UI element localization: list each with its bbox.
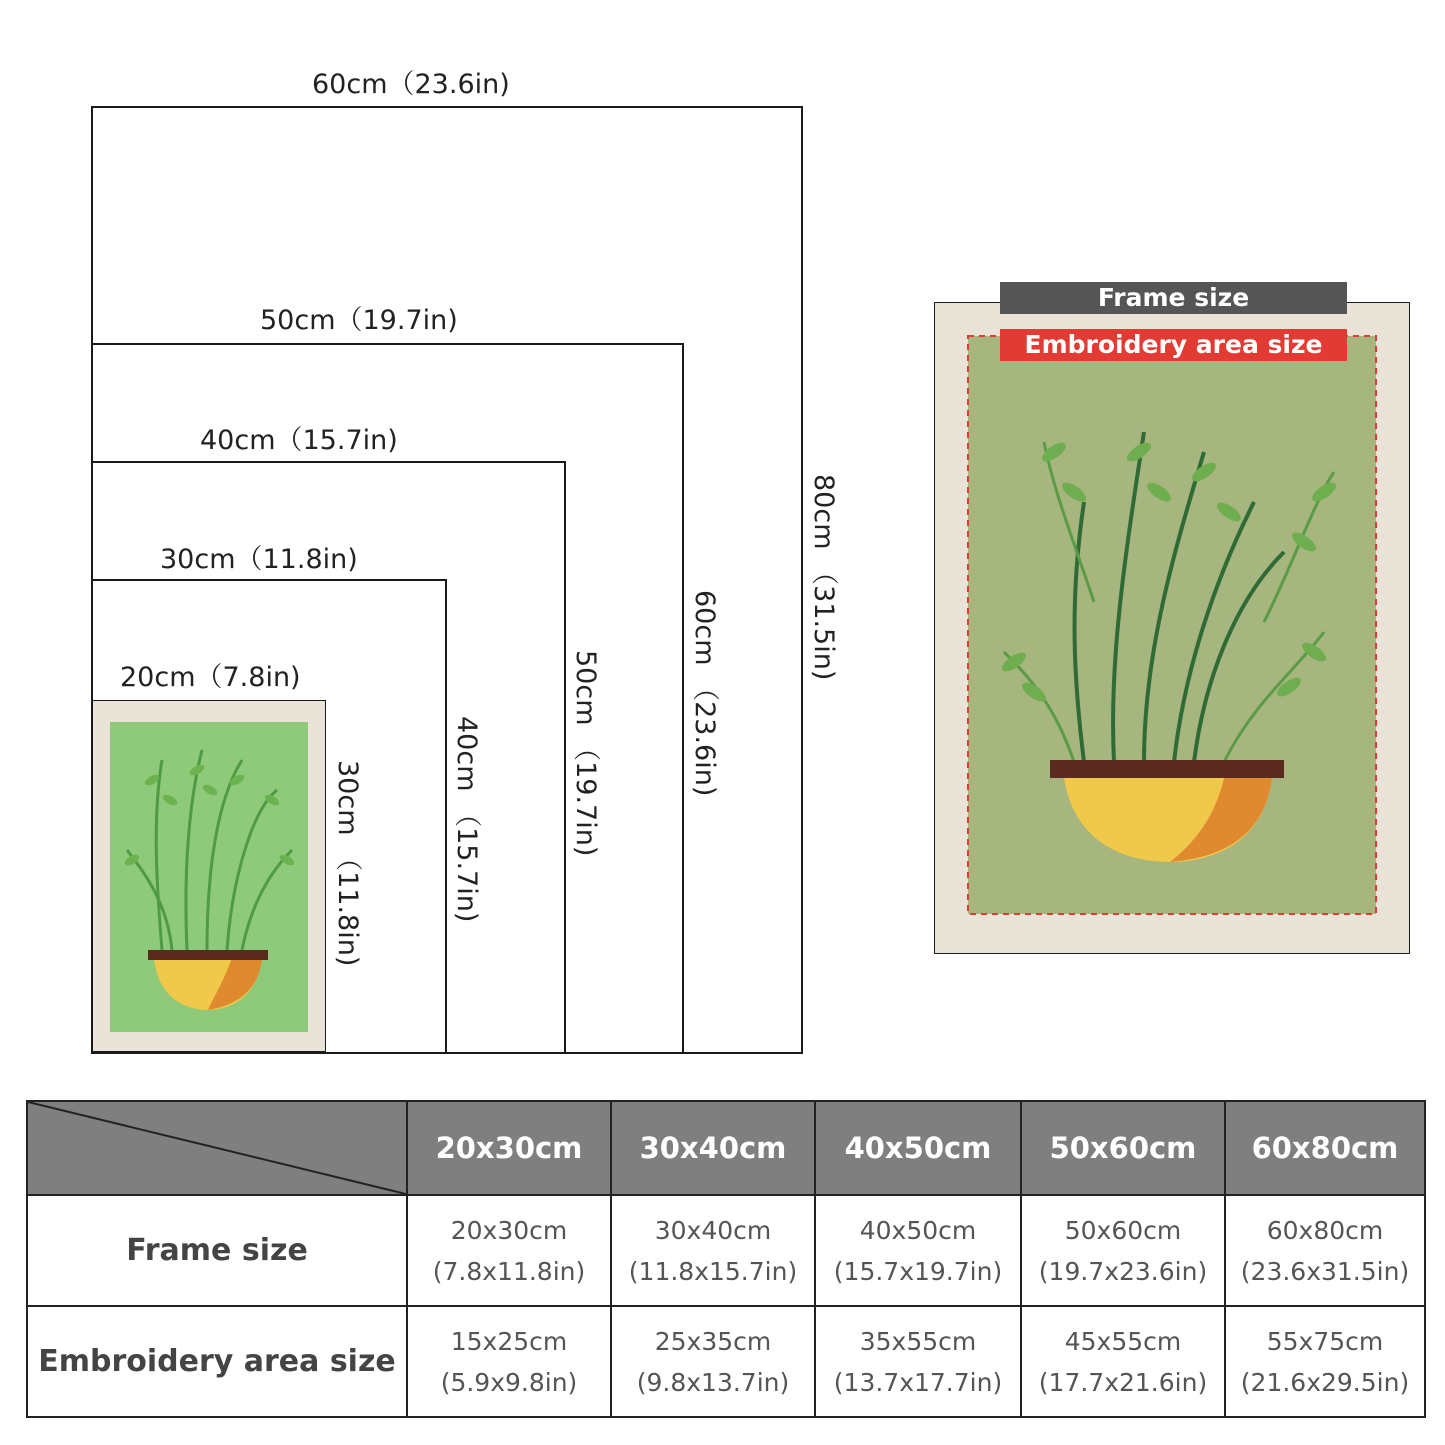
cell-cm: 60x80cm [1266, 1215, 1384, 1245]
height-label-40: 40cm （15.7in) [451, 716, 482, 923]
column-header: 30x40cm [611, 1101, 815, 1195]
column-header: 40x50cm [815, 1101, 1021, 1195]
large-embroidery-artwork [934, 302, 1410, 954]
size-table [26, 1100, 1426, 1418]
row-label-embroidery-area-size: Embroidery area size [27, 1306, 407, 1417]
table-cell [611, 1195, 815, 1306]
table-cell [1021, 1306, 1225, 1417]
height-label-30: 30cm （11.8in) [332, 760, 363, 967]
width-label-40: 40cm（15.7in) [200, 425, 398, 456]
cell-in: (7.8x11.8in) [432, 1256, 586, 1286]
table-row [27, 1195, 1425, 1306]
table-cell [815, 1195, 1021, 1306]
cell-cm: 20x30cm [450, 1215, 568, 1245]
column-header: 50x60cm [1021, 1101, 1225, 1195]
width-label-30: 30cm（11.8in) [160, 544, 358, 575]
height-label-80: 80cm （31.5in) [808, 474, 839, 681]
width-label-60: 60cm（23.6in) [312, 69, 510, 100]
table-cell [407, 1195, 611, 1306]
table-row [27, 1306, 1425, 1417]
table-cell [611, 1306, 815, 1417]
cell-cm: 30x40cm [654, 1215, 772, 1245]
cell-in: (13.7x17.7in) [833, 1367, 1003, 1397]
cell-cm: 40x50cm [859, 1215, 977, 1245]
row-label-frame-size: Frame size [27, 1195, 407, 1306]
cell-cm: 45x55cm [1064, 1326, 1182, 1356]
column-header: 60x80cm [1225, 1101, 1425, 1195]
table-cell [1021, 1195, 1225, 1306]
height-label-50: 50cm （19.7in) [570, 650, 601, 857]
table-cell [407, 1306, 611, 1417]
cell-in: (11.8x15.7in) [628, 1256, 798, 1286]
cell-in: (23.6x31.5in) [1240, 1256, 1410, 1286]
width-label-20: 20cm（7.8in) [120, 662, 301, 693]
cell-cm: 55x75cm [1266, 1326, 1384, 1356]
cell-cm: 15x25cm [450, 1326, 568, 1356]
cell-in: (15.7x19.7in) [833, 1256, 1003, 1286]
height-label-60: 60cm （23.6in) [689, 590, 720, 797]
table-cell [1225, 1306, 1425, 1417]
embroidery-area-banner: Embroidery area size [1000, 329, 1347, 361]
width-label-50: 50cm（19.7in) [260, 305, 458, 336]
cell-in: (21.6x29.5in) [1240, 1367, 1410, 1397]
cell-cm: 25x35cm [654, 1326, 772, 1356]
cell-cm: 35x55cm [859, 1326, 977, 1356]
table-corner-cell [27, 1101, 407, 1195]
cell-in: (9.8x13.7in) [636, 1367, 790, 1397]
cell-in: (19.7x23.6in) [1038, 1256, 1208, 1286]
column-header: 20x30cm [407, 1101, 611, 1195]
cell-in: (17.7x21.6in) [1038, 1367, 1208, 1397]
table-cell [1225, 1195, 1425, 1306]
cell-in: (5.9x9.8in) [440, 1367, 578, 1397]
table-cell [815, 1306, 1021, 1417]
frame-size-banner: Frame size [1000, 282, 1347, 314]
small-embroidery-artwork [92, 700, 326, 1052]
table-header-row [27, 1101, 1425, 1195]
cell-cm: 50x60cm [1064, 1215, 1182, 1245]
